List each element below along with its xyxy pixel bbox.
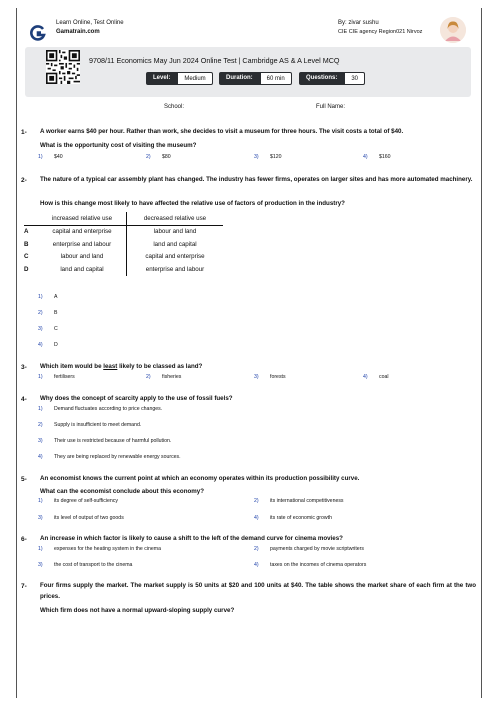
table-cell: labour and land bbox=[60, 253, 104, 261]
author-by: By: zivar sushu bbox=[338, 20, 379, 26]
question-prompt: How is this change most likely to have affected the relative use of factors of production in the industry? bbox=[40, 200, 345, 207]
option-label[interactable]: 3) bbox=[254, 154, 259, 160]
level-pill bbox=[146, 72, 213, 85]
table-row bbox=[24, 251, 223, 264]
question-stem: Why does the concept of scarcity apply to the use of fossil fuels? bbox=[40, 395, 233, 402]
option-label[interactable]: 3) bbox=[38, 438, 43, 444]
question-number: 2- bbox=[21, 177, 27, 184]
question-stem: An economist knows the current point at which an economy operates within its production possibility curve. bbox=[40, 475, 360, 482]
question-stem: The nature of a typical car assembly plant has changed. The industry has fewer firms, operates on larger sites and has more automated machinery. bbox=[40, 176, 473, 183]
option-text[interactable]: Supply is insufficient to meet demand. bbox=[54, 422, 142, 428]
table-cell: labour and land bbox=[127, 225, 224, 238]
option-text[interactable]: its level of output of two goods bbox=[54, 515, 124, 521]
question-prompt: What can the economist conclude about this economy? bbox=[40, 488, 204, 495]
option-label[interactable]: 2) bbox=[38, 422, 43, 428]
option-label[interactable]: 2) bbox=[254, 498, 259, 504]
option-label[interactable]: 3) bbox=[38, 515, 43, 521]
option-label[interactable]: 1) bbox=[38, 546, 43, 552]
questions-value: 30 bbox=[344, 72, 365, 85]
option-label[interactable]: 2) bbox=[38, 310, 43, 316]
table-cell: enterprise and labour bbox=[127, 263, 224, 276]
author-avatar bbox=[440, 17, 466, 43]
option-label[interactable]: 4) bbox=[254, 562, 259, 568]
option-text[interactable]: $40 bbox=[54, 154, 63, 160]
questions-label: Questions: bbox=[299, 72, 344, 85]
option-text[interactable]: fisheries bbox=[162, 374, 182, 380]
option-label[interactable]: 3) bbox=[38, 562, 43, 568]
option-text[interactable]: Their use is restricted because of harmful pollution. bbox=[54, 438, 172, 444]
table-header: increased relative use bbox=[38, 212, 127, 225]
option-label[interactable]: 4) bbox=[363, 154, 368, 160]
question-number: 1- bbox=[21, 129, 27, 136]
option-label[interactable]: 3) bbox=[254, 374, 259, 380]
option-text[interactable]: B bbox=[54, 310, 58, 316]
option-text[interactable]: $120 bbox=[270, 154, 282, 160]
option-text[interactable]: coal bbox=[379, 374, 389, 380]
option-label[interactable]: 1) bbox=[38, 154, 43, 160]
option-text[interactable]: $80 bbox=[162, 154, 171, 160]
qr-code-icon[interactable] bbox=[46, 50, 80, 84]
option-text[interactable]: A bbox=[54, 294, 58, 300]
author-info: CIE CIE agency Region021 Nirvoz bbox=[338, 29, 423, 35]
option-label[interactable]: 4) bbox=[38, 342, 43, 348]
table-row bbox=[24, 263, 223, 276]
question-stem: An increase in which factor is likely to cause a shift to the left of the demand curve for cinema movies? bbox=[40, 535, 343, 542]
site-tagline: Learn Online, Test Online bbox=[56, 20, 124, 26]
question-stem: Four firms supply the market. The market supply is 50 units at $20 and 100 units at $40. The table shows the market share of each firm at the two prices. bbox=[40, 582, 476, 600]
school-label: School: bbox=[164, 104, 185, 110]
option-label[interactable]: 2) bbox=[146, 154, 151, 160]
question-number: 3- bbox=[21, 364, 27, 371]
row-letter: A bbox=[24, 228, 29, 236]
duration-pill bbox=[219, 72, 292, 85]
option-label[interactable]: 4) bbox=[363, 374, 368, 380]
factors-table bbox=[24, 212, 223, 276]
question-number: 7- bbox=[21, 583, 27, 590]
option-text[interactable]: forests bbox=[270, 374, 286, 380]
option-text[interactable]: its degree of self-sufficiency bbox=[54, 498, 118, 504]
table-cell: capital and enterprise bbox=[127, 251, 224, 264]
option-text[interactable]: They are being replaced by renewable energy sources. bbox=[54, 454, 181, 460]
duration-value: 60 min bbox=[260, 72, 292, 85]
option-text[interactable]: fertilisers bbox=[54, 374, 75, 380]
site-name-link[interactable]: Gamatrain.com bbox=[56, 29, 100, 35]
option-label[interactable]: 1) bbox=[38, 498, 43, 504]
option-label[interactable]: 1) bbox=[38, 374, 43, 380]
table-header: decreased relative use bbox=[127, 212, 224, 225]
option-text[interactable]: its international competitiveness bbox=[270, 498, 344, 504]
option-label[interactable]: 4) bbox=[254, 515, 259, 521]
duration-label: Duration: bbox=[219, 72, 260, 85]
question-number: 6- bbox=[21, 536, 27, 543]
row-letter: C bbox=[24, 253, 29, 261]
table-row bbox=[24, 238, 223, 251]
questions-pill bbox=[299, 72, 365, 85]
stem-part: Which item would be bbox=[40, 363, 104, 370]
option-label[interactable]: 2) bbox=[254, 546, 259, 552]
option-text[interactable]: C bbox=[54, 326, 58, 332]
option-text[interactable]: $160 bbox=[379, 154, 391, 160]
question-prompt: What is the opportunity cost of visiting the museum? bbox=[40, 142, 197, 149]
option-text[interactable]: expenses for the heating system in the cinema bbox=[54, 546, 161, 552]
table-cell: capital and enterprise bbox=[52, 228, 112, 236]
option-label[interactable]: 4) bbox=[38, 454, 43, 460]
table-row bbox=[24, 225, 223, 238]
level-value: Medium bbox=[177, 72, 212, 85]
option-text[interactable]: payments charged by movie scriptwriters bbox=[270, 546, 364, 552]
question-stem: A worker earns $40 per hour. Rather than work, she decides to visit a museum for three hours. The visit costs a total of $40. bbox=[40, 128, 404, 135]
option-text[interactable]: the cost of transport to the cinema bbox=[54, 562, 133, 568]
option-label[interactable]: 1) bbox=[38, 406, 43, 412]
table-cell: land and capital bbox=[60, 265, 104, 273]
table-cell: enterprise and labour bbox=[52, 240, 112, 248]
stem-emphasis: least bbox=[103, 363, 118, 370]
gamatrain-logo-icon bbox=[30, 25, 46, 41]
option-label[interactable]: 1) bbox=[38, 294, 43, 300]
option-text[interactable]: Demand fluctuates according to price changes. bbox=[54, 406, 163, 412]
question-number: 5- bbox=[21, 476, 27, 483]
option-label[interactable]: 3) bbox=[38, 326, 43, 332]
table-cell: land and capital bbox=[127, 238, 224, 251]
level-label: Level: bbox=[146, 72, 177, 85]
option-text[interactable]: taxes on the incomes of cinema operators bbox=[270, 562, 367, 568]
option-text[interactable]: its rate of economic growth bbox=[270, 515, 332, 521]
question-stem bbox=[40, 361, 478, 372]
row-letter: B bbox=[24, 240, 29, 248]
row-letter: D bbox=[24, 265, 29, 273]
option-text[interactable]: D bbox=[54, 342, 58, 348]
option-label[interactable]: 2) bbox=[146, 374, 151, 380]
stem-part: likely to be classed as land? bbox=[117, 363, 203, 370]
test-title: 9708/11 Economics May Jun 2024 Online Test | Cambridge AS & A Level MCQ bbox=[89, 56, 340, 65]
question-number: 4- bbox=[21, 396, 27, 403]
question-prompt: Which firm does not have a normal upward-sloping supply curve? bbox=[40, 607, 235, 614]
full-name-label: Full Name: bbox=[316, 104, 346, 110]
